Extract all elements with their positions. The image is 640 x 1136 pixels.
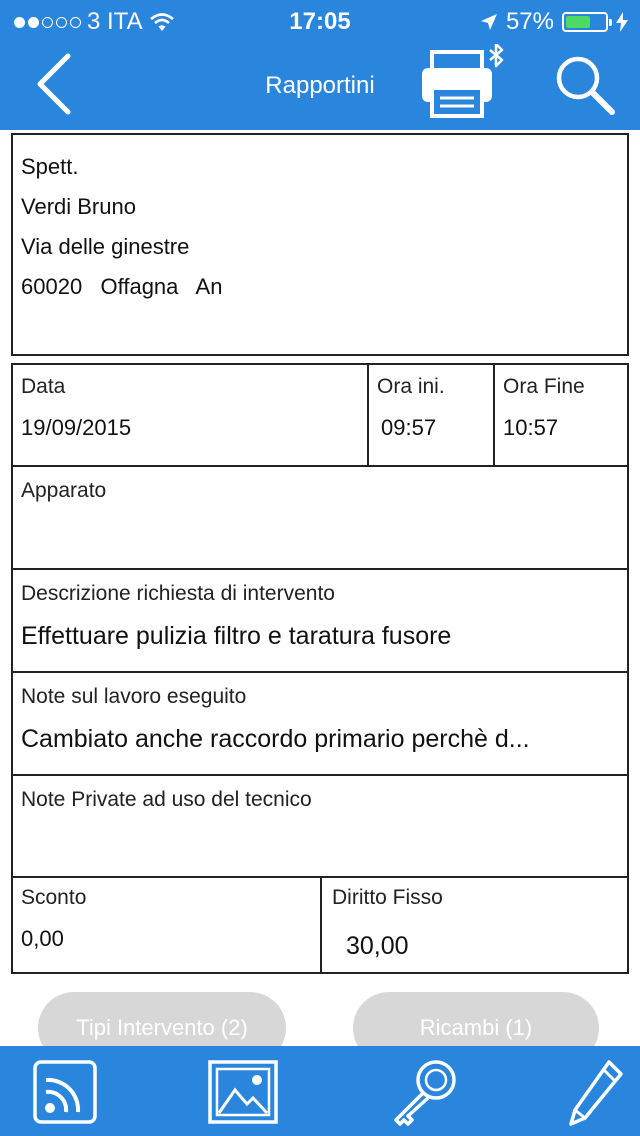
work-notes-label: Note sul lavoro eseguito bbox=[21, 685, 247, 708]
discount-cell[interactable] bbox=[13, 878, 320, 972]
status-right bbox=[480, 8, 628, 36]
status-time: 17:05 bbox=[289, 8, 351, 35]
date-label: Data bbox=[21, 375, 66, 398]
request-label: Descrizione richiesta di intervento bbox=[21, 582, 335, 605]
end-time-value: 10:57 bbox=[503, 415, 559, 440]
battery-percent: 57% bbox=[505, 8, 554, 35]
address-salutation: Spett. bbox=[21, 154, 79, 179]
bottom-tab-bar bbox=[0, 1046, 640, 1136]
rss-feed-icon[interactable] bbox=[32, 1058, 98, 1128]
customer-street: Via delle ginestre bbox=[21, 234, 190, 259]
page-title: Rapportini bbox=[265, 72, 375, 99]
end-time-label: Ora Fine bbox=[503, 375, 585, 398]
start-time-cell[interactable] bbox=[369, 365, 494, 465]
fixed-fee-label: Diritto Fisso bbox=[332, 886, 443, 909]
customer-address-box[interactable] bbox=[11, 133, 629, 356]
start-time-value: 09:57 bbox=[381, 415, 437, 440]
location-arrow-icon bbox=[480, 13, 498, 31]
report-details-grid bbox=[11, 363, 629, 974]
fixed-fee-cell[interactable] bbox=[322, 878, 627, 972]
pencil-icon[interactable] bbox=[565, 1058, 625, 1128]
image-icon[interactable] bbox=[207, 1058, 279, 1128]
search-icon[interactable] bbox=[552, 52, 618, 118]
key-icon[interactable] bbox=[388, 1058, 460, 1128]
carrier-label: 3 ITA bbox=[87, 8, 143, 35]
date-value: 19/09/2015 bbox=[21, 415, 132, 440]
discount-value: 0,00 bbox=[21, 926, 64, 951]
spare-parts-button[interactable]: Ricambi (1) bbox=[353, 992, 599, 1064]
date-cell[interactable] bbox=[13, 365, 368, 465]
request-cell[interactable] bbox=[13, 570, 627, 671]
request-value: Effettuare pulizia filtro e taratura fusore bbox=[21, 622, 452, 650]
device-cell[interactable] bbox=[13, 467, 627, 568]
bluetooth-printer-icon[interactable] bbox=[418, 44, 510, 120]
customer-city: 60020 Offagna An bbox=[21, 274, 223, 299]
discount-label: Sconto bbox=[21, 886, 87, 909]
customer-name: Verdi Bruno bbox=[21, 194, 136, 219]
end-time-cell[interactable] bbox=[495, 365, 627, 465]
work-notes-cell[interactable] bbox=[13, 673, 627, 774]
work-notes-value: Cambiato anche raccordo primario perchè d... bbox=[21, 725, 530, 753]
battery-icon bbox=[562, 12, 608, 32]
intervention-types-button[interactable]: Tipi Intervento (2) bbox=[38, 992, 286, 1064]
device-label: Apparato bbox=[21, 479, 107, 502]
top-bar bbox=[0, 0, 640, 130]
private-notes-label: Note Private ad uso del tecnico bbox=[21, 788, 312, 811]
charging-bolt-icon bbox=[616, 12, 628, 32]
status-bar bbox=[0, 0, 640, 44]
fixed-fee-value: 30,00 bbox=[346, 932, 409, 960]
start-time-label: Ora ini. bbox=[377, 375, 445, 398]
private-notes-cell[interactable] bbox=[13, 776, 627, 876]
